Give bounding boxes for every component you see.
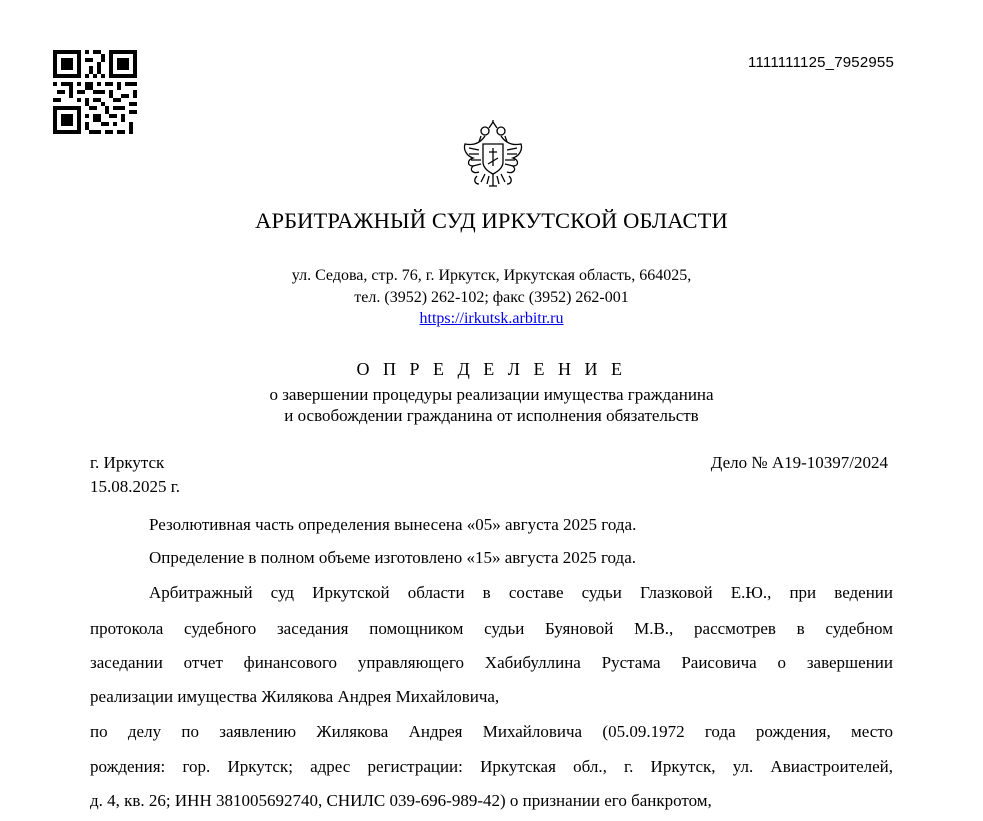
court-name: АРБИТРАЖНЫЙ СУД ИРКУТСКОЙ ОБЛАСТИ	[255, 208, 728, 233]
coat-of-arms-icon	[459, 120, 527, 190]
court-contacts: тел. (3952) 262-102; факс (3952) 262-001	[354, 289, 629, 306]
body-line-4: протокола судебного заседания помощником судьи Буяновой М.В., рассмотрев в судебном	[90, 619, 893, 638]
court-website-link[interactable]: https://irkutsk.arbitr.ru	[419, 310, 564, 327]
body-line-8: рождения: гор. Иркутск; адрес регистрации: Иркутская обл., г. Иркутск, ул. Авиастроителей,	[90, 757, 893, 776]
court-website-row	[0, 308, 983, 330]
body-line-7: по делу по заявлению Жилякова Андрея Михайловича (05.09.1972 года рождения, место	[90, 722, 893, 741]
body-line-5: заседании отчет финансового управляющего Хабибуллина Рустама Раисовича о завершении	[90, 653, 893, 672]
document-city: г. Иркутск	[90, 453, 165, 472]
qr-code-icon	[53, 50, 137, 134]
document-date: 15.08.2025 г.	[90, 477, 181, 496]
body-line-6: реализации имущества Жилякова Андрея Михайловича,	[90, 687, 500, 706]
document-subject-line-2: и освобождении гражданина от исполнения обязательств	[284, 406, 699, 425]
body-line-3: Арбитражный суд Иркутской области в составе судьи Глазковой Е.Ю., при ведении	[149, 583, 893, 602]
case-number: Дело № А19-10397/2024	[710, 453, 888, 472]
body-line-1: Резолютивная часть определения вынесена «05» августа 2025 года.	[149, 515, 637, 534]
document-id: 1111111125_7952955	[748, 54, 894, 71]
document-subject-line-1: о завершении процедуры реализации имущества гражданина	[269, 385, 714, 404]
court-address: ул. Седова, стр. 76, г. Иркутск, Иркутская область, 664025,	[291, 267, 692, 284]
document-type: О П Р Е Д Е Л Е Н И Е	[356, 359, 627, 379]
body-line-9: д. 4, кв. 26; ИНН 381005692740, СНИЛС 039-696-989-42) о признании его банкротом,	[90, 791, 712, 810]
body-line-2: Определение в полном объеме изготовлено «15» августа 2025 года.	[149, 548, 636, 567]
